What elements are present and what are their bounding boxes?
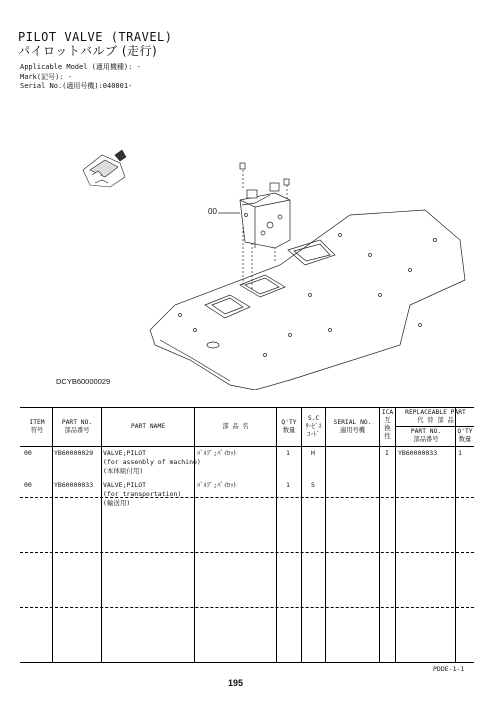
header-part-name: PART NAME bbox=[130, 423, 166, 430]
header-ica: ICA 互 換 性 bbox=[381, 409, 394, 440]
title-japanese: パイロットバルブ (走行) bbox=[18, 44, 158, 58]
replaceable-subheader-rule bbox=[395, 426, 474, 427]
header-replaceable-part: REPLACEABLE PART 代 替 部 品 bbox=[405, 409, 466, 424]
row-item: 00 bbox=[24, 449, 32, 457]
row-separator bbox=[20, 552, 474, 553]
header-buhin-mei: 部 品 名 bbox=[222, 423, 249, 430]
row-qty: 1 bbox=[286, 481, 290, 489]
row-jp-name: ﾊﾞﾙﾌﾞ;ﾊﾟｲﾛｯﾄ bbox=[197, 481, 237, 489]
row-separator bbox=[20, 497, 474, 498]
title-english: PILOT VALVE (TRAVEL) bbox=[18, 30, 173, 44]
row-repl-part-no: YB60000033 bbox=[398, 449, 438, 457]
header-replaceable-part-no: PART NO. 部品番号 bbox=[410, 428, 442, 443]
page-code: PDDE-1-1 bbox=[433, 665, 465, 673]
row-separator bbox=[20, 607, 474, 608]
table-top-rule bbox=[20, 407, 474, 408]
header-service-code: S.C ｻｰﾋﾞｽ ｺｰﾄﾞ bbox=[305, 415, 322, 438]
meta-block bbox=[20, 63, 141, 92]
row-part-name: VALVE;PILOT (for transportation) (輸送用) bbox=[103, 481, 182, 507]
row-item: 00 bbox=[24, 481, 32, 489]
header-part-no: PART NO. 部品番号 bbox=[61, 419, 93, 434]
row-part-no: YB60000033 bbox=[54, 481, 94, 489]
header-rule bbox=[20, 446, 474, 447]
table-bottom-rule bbox=[20, 662, 474, 663]
header-qty: Q'TY 数量 bbox=[281, 419, 297, 434]
header-replaceable-qty: Q'TY 数量 bbox=[457, 428, 473, 443]
row-ica: I bbox=[385, 449, 389, 457]
row-part-no: YB60000029 bbox=[54, 449, 94, 457]
page-number: 195 bbox=[228, 678, 244, 688]
page-title bbox=[18, 30, 173, 58]
parts-drawing bbox=[80, 145, 480, 390]
row-sc: H bbox=[311, 449, 315, 457]
mark: Mark(記号): - bbox=[20, 72, 72, 81]
row-sc: S bbox=[311, 481, 315, 489]
row-qty: 1 bbox=[286, 449, 290, 457]
row-jp-name: ﾊﾞﾙﾌﾞ;ﾊﾟｲﾛｯﾄ bbox=[197, 449, 237, 457]
drawing-id: DCYB60000029 bbox=[56, 377, 111, 386]
callout-label: 00 bbox=[208, 207, 217, 216]
row-repl-qty: 1 bbox=[458, 449, 462, 457]
header-item: ITEM 符号 bbox=[29, 419, 45, 434]
header-serial-no: SERIAL NO. 適用号機 bbox=[333, 419, 372, 434]
applicable-model: Applicable Model (適用機種): - bbox=[20, 63, 141, 71]
row-part-name: VALVE;PILOT (for assenbly of machine) (本体組付用) bbox=[103, 449, 201, 475]
serial-no: Serial No.(適用号機):040001- bbox=[20, 82, 133, 90]
